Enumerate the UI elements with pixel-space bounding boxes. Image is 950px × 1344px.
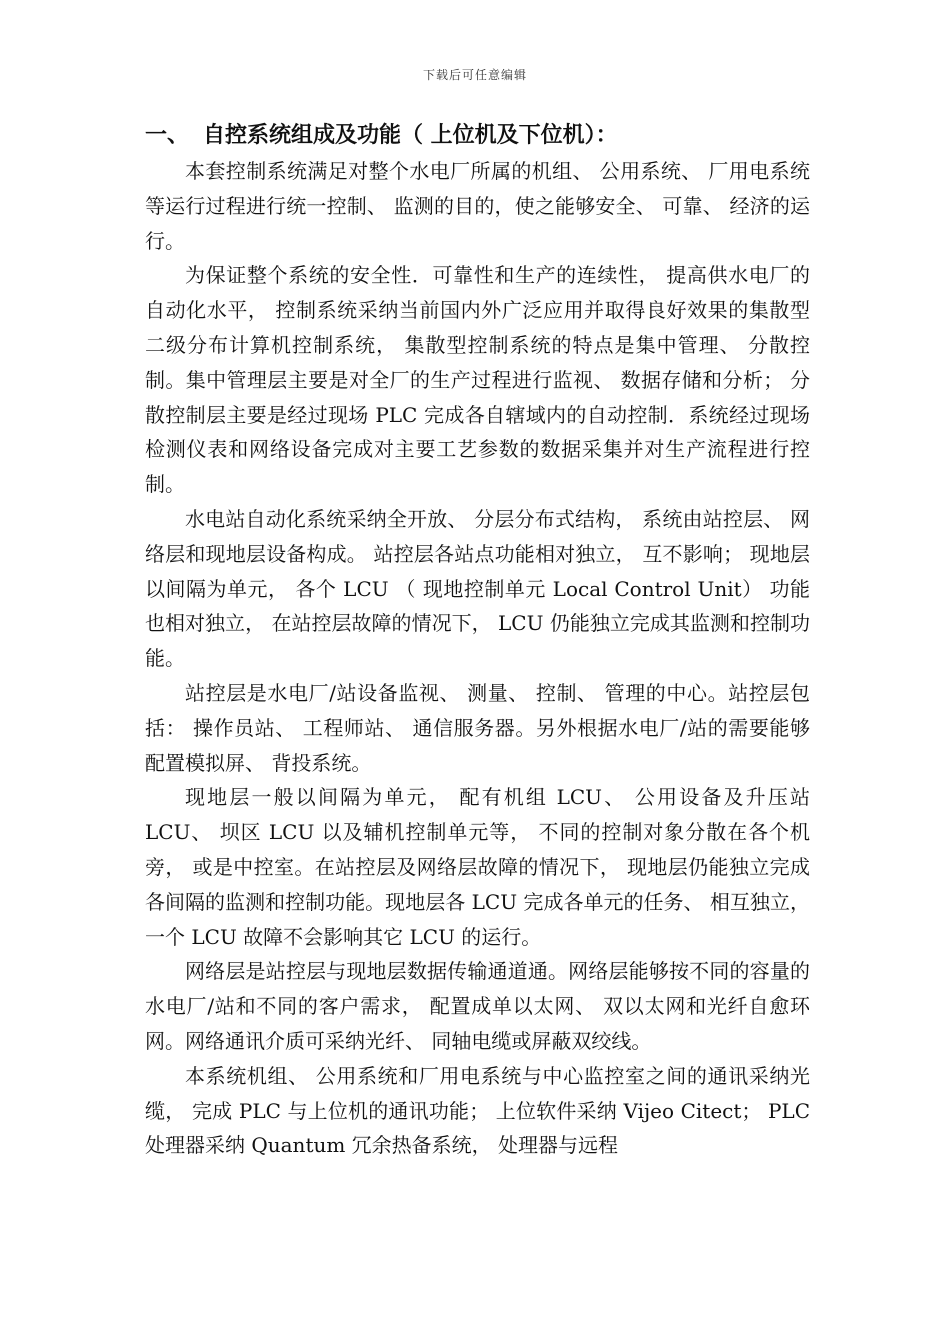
header-note: 下载后可任意编辑: [422, 68, 527, 82]
section-number: 一、: [145, 123, 190, 148]
document-body: [145, 118, 810, 1163]
section-heading: [145, 118, 810, 154]
paragraph-network-layer: 网络层是站控层与现地层数据传输通道通。网络层能够按不同的容量的水电厂/站和不同的客户需求， 配置成单以太网、 双以太网和光纤自愈环网。网络通讯介质可采纳光纤、 同轴电缆或屏蔽双绞线。: [145, 959, 810, 1053]
paragraph-intro: 本套控制系统满足对整个水电厂所属的机组、 公用系统、 厂用电系统等运行过程进行统一控制、 监测的目的，使之能够安全、 可靠、 经济的运行。: [145, 159, 810, 253]
paragraph-system-structure: 水电站自动化系统采纳全开放、 分层分布式结构， 系统由站控层、 网络层和现地层设备构成。 站控层各站点功能相对独立， 互不影响； 现地层以间隔为单元， 各个 LCU （ 现地控制单元 Local Control Unit） 功能也相对独立， 在站控层故障的情况下， LCU 仍能独立完成其监测和控制功能。: [145, 506, 810, 671]
paragraph-distributed-control: 为保证整个系统的安全性．可靠性和生产的连续性， 提高供水电厂的自动化水平， 控制系统采纳当前国内外广泛应用并取得良好效果的集散型二级分布计算机控制系统， 集散型控制系统的特点是集中管理、 分散控制。集中管理层主要是对全厂的生产过程进行监视、 数据存储和分析； 分散控制层主要是经过现场 PLC 完成各自辖域内的自动控制．系统经过现场检测仪表和网络设备完成对主要工艺参数的数据采集并对生产流程进行控制。: [145, 263, 810, 497]
section-title: 自控系统组成及功能（ 上位机及下位机）：: [203, 123, 618, 148]
paragraph-station-layer: 站控层是水电厂/站设备监视、 测量、 控制、 管理的中心。站控层包括： 操作员站、 工程师站、 通信服务器。另外根据水电厂/站的需要能够配置模拟屏、 背投系统。: [145, 680, 810, 775]
paragraph-field-layer: 现地层一般以间隔为单元， 配有机组 LCU、 公用设备及升压站 LCU、 坝区 LCU 以及辅机控制单元等， 不同的控制对象分散在各个机旁， 或是中控室。在站控层及网络层故障的情况下， 现地层仍能独立完成各间隔的监测和控制功能。现地层各 LCU 完成各单元的任务、 相互独立， 一个 LCU 故障不会影响其它 LCU 的运行。: [145, 785, 810, 949]
paragraph-communication: 本系统机组、 公用系统和厂用电系统与中心监控室之间的通讯采纳光缆， 完成 PLC 与上位机的通讯功能； 上位软件采纳 Vijeo Citect； PLC 处理器采纳 Quantum 冗余热备系统， 处理器与远程: [145, 1063, 810, 1158]
